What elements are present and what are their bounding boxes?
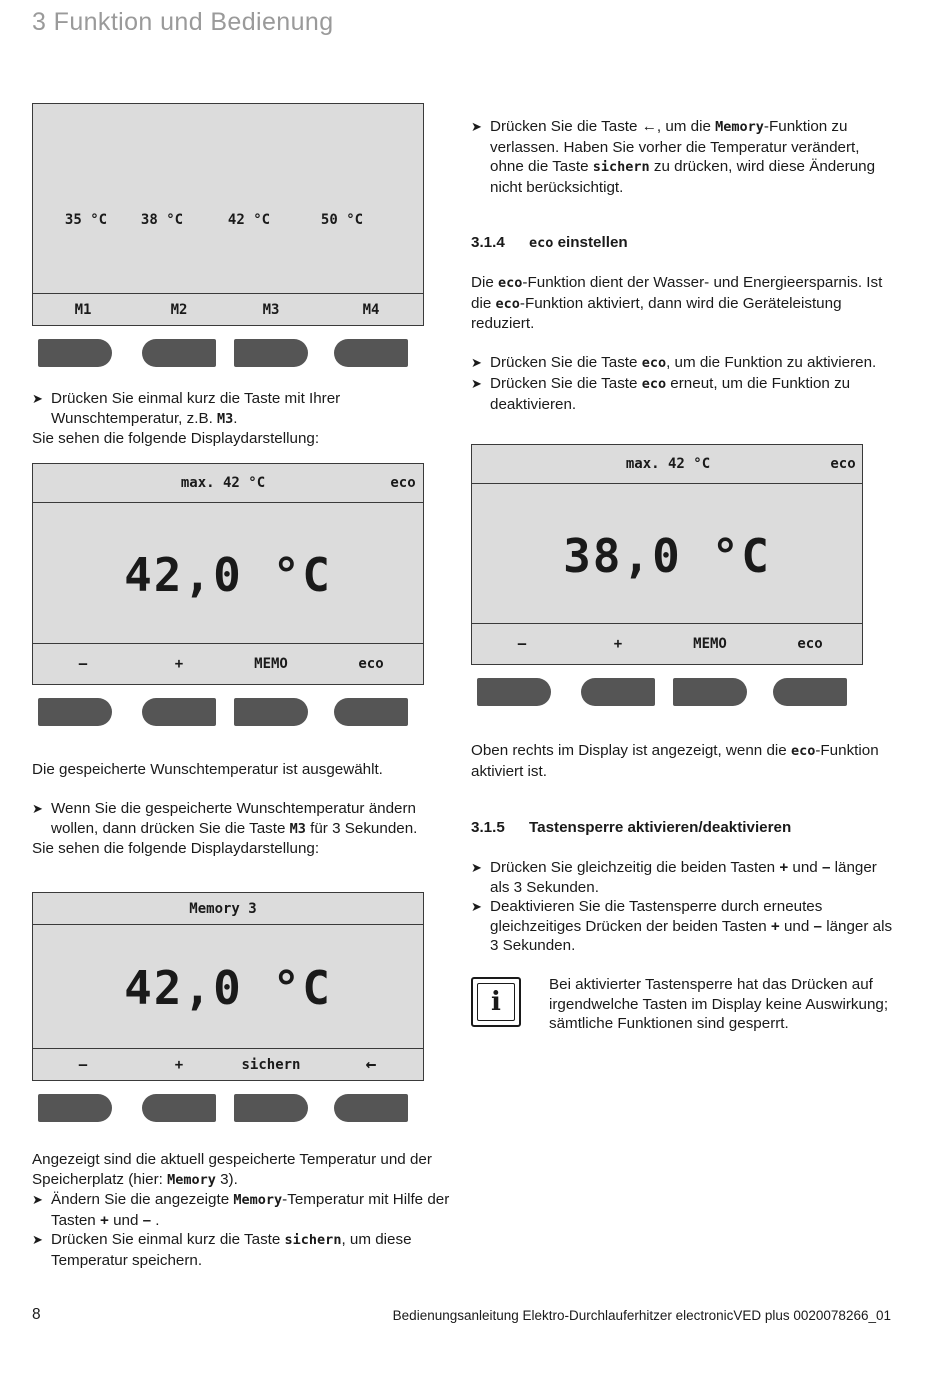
softkey-button-4[interactable]: [334, 1094, 408, 1122]
softkey-row: [32, 698, 424, 726]
softkey-button-4[interactable]: [773, 678, 847, 706]
softkey-button-1[interactable]: [38, 698, 112, 726]
body-text: Die eco-Funktion dient der Wasser- und Energieersparnis. Ist die eco-Funktion aktiviert, dann wird die Geräteleistung reduziert.: [471, 274, 883, 333]
softkey-label-plus: +: [174, 656, 184, 672]
softkey-button-2[interactable]: [142, 1094, 216, 1122]
softkey-label-plus: +: [613, 636, 623, 652]
bullet-arrow-icon: ➤: [32, 1192, 43, 1208]
document-reference: Bedienungsanleitung Elektro-Durchlauferhitzer electronicVED plus 0020078266_01: [392, 1308, 891, 1323]
back-arrow-icon: ←: [641, 118, 657, 135]
softkey-button-3[interactable]: [234, 698, 308, 726]
display-status-bar: [33, 893, 423, 925]
softkey-button-1[interactable]: [38, 339, 112, 367]
softkey-button-1[interactable]: [38, 1094, 112, 1122]
eco-indicator: eco: [830, 456, 856, 472]
softkey-button-3[interactable]: [234, 1094, 308, 1122]
instruction-bullet: ➤ Drücken Sie die Taste eco, um die Funktion zu aktivieren.: [471, 354, 877, 372]
preset-temp-1: 35 °C: [64, 212, 108, 228]
section-heading-eco: 3.1.4 eco einstellen: [471, 234, 628, 251]
bullet-arrow-icon: ➤: [471, 860, 482, 875]
softkey-row: [32, 1094, 424, 1122]
softkey-button-2[interactable]: [581, 678, 655, 706]
softkey-label-eco: eco: [797, 636, 823, 652]
bullet-arrow-icon: ➤: [471, 119, 482, 134]
softkey-label-m1: M1: [74, 301, 92, 318]
display-softkey-labels: [33, 293, 423, 325]
back-arrow-icon: ←: [365, 1054, 377, 1075]
display-status-bar: [33, 464, 423, 503]
section-heading-tastensperre: 3.1.5 Tastensperre aktivieren/deaktivieren: [471, 819, 792, 836]
instruction-bullet: ➤ Ändern Sie die angezeigte Memory-Temperatur mit Hilfe der Tasten + und – .: [32, 1191, 450, 1229]
instruction-bullet: ➤ Deaktivieren Sie die Tastensperre durch erneutes gleichzeitiges Drücken der beiden Tasten + und – länger als 3 Sekunden.: [471, 898, 893, 955]
softkey-row: [32, 339, 424, 367]
softkey-button-3[interactable]: [234, 339, 308, 367]
instruction-bullet: ➤ Wenn Sie die gespeicherte Wunschtemperatur ändern wollen, dann drücken Sie die Taste M3 für 3 Sekunden.: [32, 800, 418, 837]
preset-temp-2: 38 °C: [140, 212, 184, 228]
display-status-bar: [472, 445, 862, 484]
display-softkey-labels: [472, 623, 862, 664]
softkey-label-m4: M4: [362, 301, 380, 318]
display-memory-edit: [32, 892, 424, 1081]
softkey-button-2[interactable]: [142, 698, 216, 726]
bullet-arrow-icon: ➤: [32, 391, 43, 406]
bullet-arrow-icon: ➤: [32, 1232, 43, 1248]
softkey-button-3[interactable]: [673, 678, 747, 706]
softkey-label-plus: +: [174, 1056, 184, 1073]
softkey-label-sichern: sichern: [241, 1056, 301, 1073]
softkey-label-memo: MEMO: [693, 636, 727, 652]
body-text: Sie sehen die folgende Displaydarstellung:: [32, 430, 320, 448]
display-softkey-labels: [33, 1048, 423, 1080]
softkey-label-minus: –: [517, 636, 527, 652]
preset-temp-3: 42 °C: [227, 212, 271, 228]
softkey-row: [471, 678, 863, 706]
body-text: Sie sehen die folgende Displaydarstellung:: [32, 840, 320, 858]
instruction-bullet: ➤ Drücken Sie einmal kurz die Taste mit Ihrer Wunschtemperatur, z.B. M3.: [32, 390, 341, 427]
softkey-label-memo: MEMO: [254, 656, 288, 672]
page-number: 8: [32, 1306, 41, 1323]
softkey-button-4[interactable]: [334, 698, 408, 726]
softkey-button-2[interactable]: [142, 339, 216, 367]
softkey-label-minus: –: [78, 656, 88, 672]
instruction-bullet: ➤ Drücken Sie die Taste eco erneut, um die Funktion zu deaktivieren.: [471, 374, 851, 413]
instruction-bullet: ➤ Drücken Sie einmal kurz die Taste sichern, um diese Temperatur speichern.: [32, 1231, 412, 1269]
softkey-label-minus: –: [78, 1056, 88, 1073]
body-text: Oben rechts im Display ist angezeigt, wenn die eco-Funktion aktiviert ist.: [471, 742, 879, 780]
softkey-button-1[interactable]: [477, 678, 551, 706]
max-temp-label: max. 42 °C: [625, 456, 711, 472]
display-memory-presets: [32, 103, 424, 326]
memory-slot-label: Memory 3: [189, 900, 257, 917]
preset-temp-4: 50 °C: [320, 212, 364, 228]
display-eco-active: [471, 444, 863, 665]
body-text: Die gespeicherte Wunschtemperatur ist ausgewählt.: [32, 761, 383, 778]
page-header-title: 3 Funktion und Bedienung: [32, 8, 334, 36]
temperature-readout: 42,0 °C: [124, 961, 332, 1015]
bullet-arrow-icon: ➤: [471, 375, 482, 391]
softkey-label-m3: M3: [262, 301, 280, 318]
temperature-readout: 42,0 °C: [124, 548, 332, 602]
softkey-button-4[interactable]: [334, 339, 408, 367]
bullet-arrow-icon: ➤: [471, 355, 482, 371]
softkey-label-m2: M2: [170, 301, 188, 318]
instruction-bullet: ➤ Drücken Sie die Taste ←, um die Memory-Funktion zu verlassen. Haben Sie vorher die Temperatur verändert, ohne die Taste sichern zu drücken, wird diese Änderung nicht berücksichtigt.: [471, 118, 876, 196]
bullet-arrow-icon: ➤: [471, 899, 482, 915]
instruction-bullet: ➤ Drücken Sie gleichzeitig die beiden Tasten + und – länger als 3 Sekunden.: [471, 859, 877, 896]
bullet-arrow-icon: ➤: [32, 801, 43, 817]
max-temp-label: max. 42 °C: [180, 475, 266, 491]
temperature-readout: 38,0 °C: [563, 529, 771, 583]
display-softkey-labels: [33, 643, 423, 684]
softkey-label-eco: eco: [358, 656, 384, 672]
eco-indicator: eco: [390, 475, 416, 491]
info-icon: i: [471, 977, 521, 1027]
info-note-text: Bei aktivierter Tastensperre hat das Drücken auf irgendwelche Tasten im Display keine Auswirkung; sämtliche Funktionen sind gesperrt.: [549, 976, 889, 1033]
display-selected-temperature: [32, 463, 424, 685]
body-text: Angezeigt sind die aktuell gespeicherte Temperatur und der Speicherplatz (hier: Memory 3).: [32, 1151, 432, 1188]
